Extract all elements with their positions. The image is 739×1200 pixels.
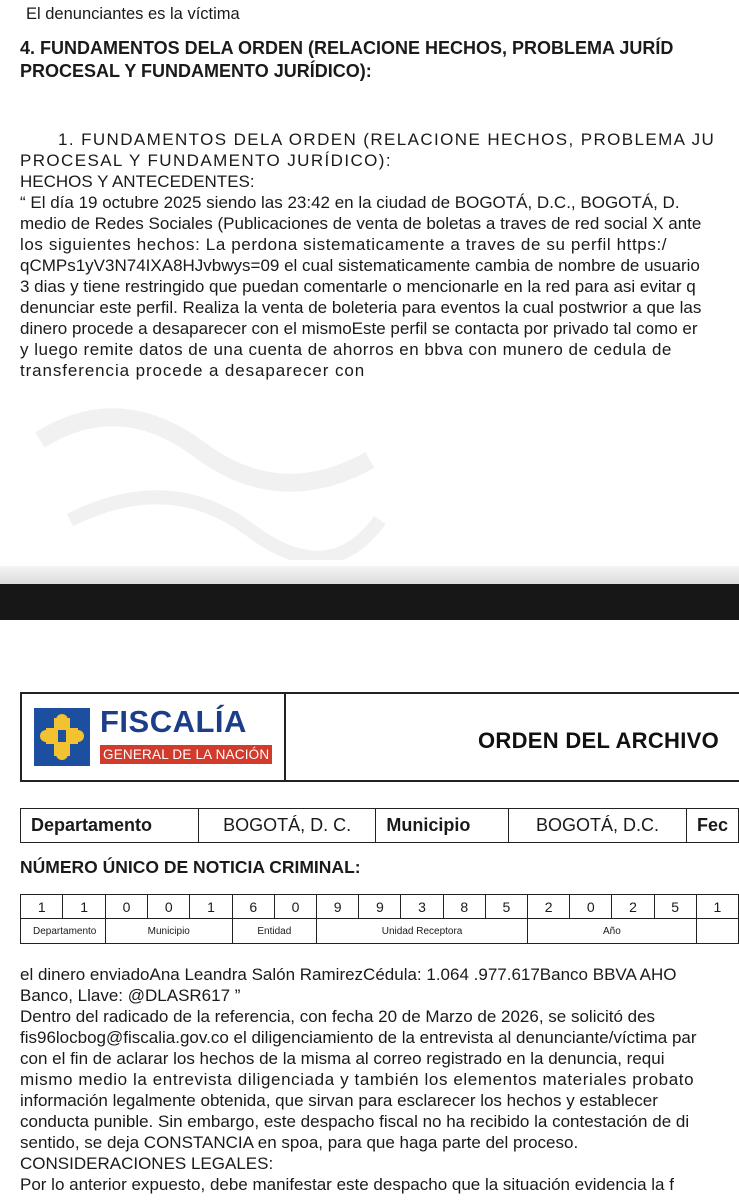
hechos-line: dinero procede a desaparecer con el mismoEste perfil se contacta por privado tal como er (20, 319, 698, 338)
hechos-line: transferencia procede a desaparecer con (20, 361, 366, 380)
noticia-digit: 8 (443, 895, 485, 919)
section-heading-line2: PROCESAL Y FUNDAMENTO JURÍDICO): (20, 61, 372, 81)
body-line: Banco, Llave: @DLASR617 ” (20, 986, 241, 1005)
noticia-title: NÚMERO ÚNICO DE NOTICIA CRIMINAL: (20, 857, 361, 877)
hechos-heading: HECHOS Y ANTECEDENTES: (20, 172, 255, 191)
body-line: sentido, se deja CONSTANCIA en spoa, para que haga parte del proceso. (20, 1133, 579, 1152)
noticia-digit: 9 (359, 895, 401, 919)
noticia-digit: 1 (21, 895, 63, 919)
noticia-digit: 0 (274, 895, 316, 919)
body-line: fis96locbog@fiscalia.gov.co el diligenciamiento de la entrevista al denunciante/víctima par (20, 1028, 697, 1047)
noticia-label-unidad-receptora: Unidad Receptora (317, 919, 528, 944)
noticia-label-departamento: Departamento (21, 919, 106, 944)
noticia-label-extra (696, 919, 738, 944)
noticia-label-entidad: Entidad (232, 919, 317, 944)
departamento-value: BOGOTÁ, D. C. (198, 809, 376, 843)
watermark-icon (30, 400, 390, 560)
fiscalia-logo-icon (34, 708, 90, 766)
noticia-digit: 5 (654, 895, 696, 919)
body-line: conducta punible. Sin embargo, este despacho fiscal no ha recibido la contestación de di (20, 1112, 690, 1131)
fecha-label: Fec (686, 809, 738, 843)
departamento-label: Departamento (21, 809, 199, 843)
hechos-line: y luego remite datos de una cuenta de ahorros en bbva con munero de cedula de (20, 340, 672, 359)
logo-cell (22, 694, 286, 780)
noticia-label-municipio: Municipio (105, 919, 232, 944)
inner-heading-line1: 1. FUNDAMENTOS DELA ORDEN (RELACIONE HECHOS, PROBLEMA JU (58, 130, 716, 149)
location-table (20, 808, 739, 843)
body-line: mismo medio la entrevista diligenciada y también los elementos materiales probato (20, 1070, 695, 1089)
body-line: con el fin de aclarar los hechos de la misma al correo registrado en la denuncia, requi (20, 1049, 665, 1068)
noticia-digit: 3 (401, 895, 443, 919)
municipio-label: Municipio (376, 809, 509, 843)
body-line: el dinero enviadoAna Leandra Salón RamirezCédula: 1.064 .977.617Banco BBVA AHO (20, 965, 677, 984)
page-separator (0, 584, 739, 620)
noticia-digit: 1 (696, 895, 738, 919)
consideraciones-heading: CONSIDERACIONES LEGALES: (20, 1154, 274, 1173)
hechos-line: “ El día 19 octubre 2025 siendo las 23:42 en la ciudad de BOGOTÁ, D.C., BOGOTÁ, D. (20, 193, 680, 212)
hechos-line: denunciar este perfil. Realiza la venta de boleteria para eventos la cual postwrior a que las (20, 298, 702, 317)
noticia-digit: 0 (105, 895, 147, 919)
hechos-line: 3 dias y tiene restringido que puedan comentarle o mencionarle en la red para asi evitar q (20, 277, 696, 296)
body-line: Por lo anterior expuesto, debe manifestar este despacho que la situación evidencia la f (20, 1175, 674, 1194)
noticia-digit: 9 (317, 895, 359, 919)
page-shadow (0, 566, 739, 586)
noticia-digit: 0 (570, 895, 612, 919)
section-heading-line1: 4. FUNDAMENTOS DELA ORDEN (RELACIONE HECHOS, PROBLEMA JURÍD (20, 38, 674, 58)
brand-subtitle: GENERAL DE LA NACIÓN (100, 745, 272, 764)
noticia-digit: 1 (63, 895, 105, 919)
inner-heading-line2: PROCESAL Y FUNDAMENTO JURÍDICO): (20, 151, 392, 170)
hechos-line: los siguientes hechos: La perdona sistematicamente a traves de su perfil https:/ (20, 235, 668, 254)
body-line: información legalmente obtenida, que sirvan para esclarecer los hechos y establecer (20, 1091, 658, 1110)
body-line: Dentro del radicado de la referencia, con fecha 20 de Marzo de 2026, se solicitó des (20, 1007, 656, 1026)
noticia-number-table (20, 894, 739, 944)
noticia-digit: 5 (485, 895, 527, 919)
noticia-digit: 0 (148, 895, 190, 919)
document-title: ORDEN DEL ARCHIVO (478, 728, 720, 753)
brand-name: FISCALÍA (100, 704, 247, 739)
noticia-digit: 2 (612, 895, 654, 919)
hechos-line: qCMPs1yV3N74IXA8HJvbwys=09 el cual sistematicamente cambia de nombre de usuario (20, 256, 700, 275)
top-line: El denunciantes es la víctima (26, 5, 240, 23)
hechos-line: medio de Redes Sociales (Publicaciones de venta de boletas a traves de red social X ante (20, 214, 702, 233)
document-header (20, 692, 739, 782)
noticia-digit: 6 (232, 895, 274, 919)
municipio-value: BOGOTÁ, D.C. (508, 809, 686, 843)
noticia-label-ano: Año (528, 919, 697, 944)
noticia-digit: 2 (528, 895, 570, 919)
noticia-digit: 1 (190, 895, 232, 919)
